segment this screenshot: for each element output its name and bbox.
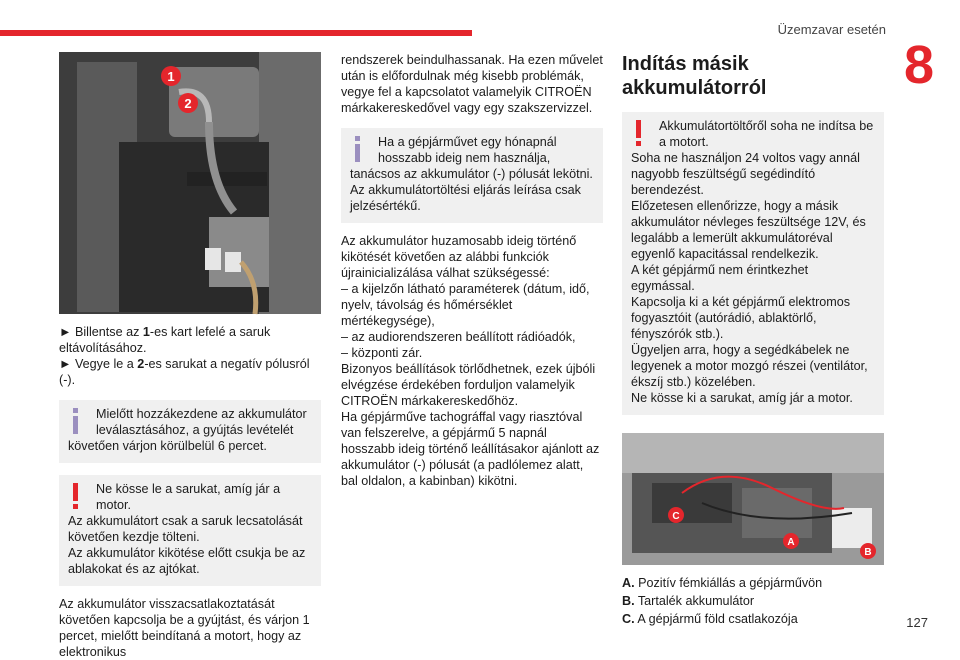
reinit-paragraph xyxy=(341,233,603,489)
step-text: -es sarukat a negatív pólusról (-). xyxy=(59,357,310,387)
photo-badge-b: B xyxy=(864,547,872,558)
info-text: Ha a gépjárművet egy hónapnál hosszabb ideig nem használja, tanácsos az akkumulátor (-) pólusát lekötni. xyxy=(350,135,593,181)
battery-terminal-photo xyxy=(59,52,321,314)
section-title: Üzemzavar esetén xyxy=(777,22,886,37)
warning-text: Soha ne használjon 24 voltos vagy annál nagyobb feszültségű segédindító berendezést. xyxy=(631,151,860,197)
photo-legend xyxy=(622,575,884,627)
warning-text: A két gépjármű nem érintkezhet egymással. xyxy=(631,263,809,293)
legend-key: C. xyxy=(622,612,635,626)
step-2 xyxy=(59,356,321,388)
reconnect-paragraph: Az akkumulátor visszacsatlakoztatását követően kapcsolja be a gyújtást, és várjon 1 percet, mielőtt beindítaná a motort, hogy az elektronikus xyxy=(59,597,310,659)
jump-start-illustration xyxy=(622,433,884,565)
warning-text: Az akkumulátort csak a saruk lecsatolását követően kezdje tölteni. xyxy=(68,514,303,544)
info-icon xyxy=(350,136,372,166)
legend-key: A. xyxy=(622,576,635,590)
step-bold: 1 xyxy=(142,325,150,339)
header-accent-bar xyxy=(0,30,472,36)
reinit-line: Bizonyos beállítások törlődhetnek, ezek újbóli elvégzése érdekében forduljon valamelyik CITROËN márkakereskedőhöz. xyxy=(341,362,596,408)
warning-text: Kapcsolja ki a két gépjármű elektromos fogyasztóit (autórádió, ablaktörlő, fényszórók stb.). xyxy=(631,295,851,341)
step-text: -es kart lefelé a saruk eltávolításához. xyxy=(59,325,271,355)
info-box xyxy=(59,400,321,463)
legend-text: A gépjármű föld csatlakozója xyxy=(637,612,798,626)
legend-text: Tartalék akkumulátor xyxy=(637,594,755,608)
reinit-line: – a kijelzőn látható paraméterek (dátum, idő, nyelv, távolság és hőmérséklet mértékegysége), xyxy=(341,282,590,328)
step-bullet: ► xyxy=(59,357,72,371)
step-1 xyxy=(59,324,321,356)
reinit-line: – az audiorendszeren beállított rádióadók, xyxy=(341,330,576,344)
reinit-line: – központi zár. xyxy=(341,346,423,360)
continued-paragraph: rendszerek beindulhassanak. Ha ezen művelet után is előfordulnak még kisebb problémák, vegye fel a kapcsolatot valamelyik CITROËN márkakereskedővel vagy egy szakszervizzel. xyxy=(341,53,603,115)
page-number: 127 xyxy=(906,615,928,630)
warning-box xyxy=(622,112,884,415)
warning-icon xyxy=(631,120,653,150)
column-2 xyxy=(341,52,603,489)
photo-badge-1: 1 xyxy=(167,69,175,84)
legend-item-b xyxy=(622,593,884,609)
warning-text: Ne kösse le a sarukat, amíg jár a motor. xyxy=(96,482,281,512)
warning-text: Akkumulátortöltőről soha ne indítsa be a motort. xyxy=(659,119,874,149)
warning-icon xyxy=(68,483,90,513)
photo-badge-a: A xyxy=(787,537,795,548)
warning-text: Ügyeljen arra, hogy a segédkábelek ne legyenek a motor mozgó részei (ventilátor, ékszíj stb.) közelében. xyxy=(631,343,868,389)
info-box xyxy=(341,128,603,223)
battery-terminal-illustration xyxy=(59,52,321,314)
step-bold: 2 xyxy=(137,357,145,371)
warning-text: Előzetesen ellenőrizze, hogy a másik akkumulátor névleges feszültsége 12V, és legalább a lemerült akkumulátoréval egyenlő kapacitással rendelkezik. xyxy=(631,199,866,261)
reinit-line: Az akkumulátor huzamosabb ideig történő kikötését követően az alábbi funkciók újrainicializálása válhat szükségessé: xyxy=(341,234,577,280)
photo-badge-2: 2 xyxy=(184,96,192,111)
info-text: Az akkumulátortöltési eljárás leírása csak jelzésértékű. xyxy=(350,183,581,213)
reinit-line: Ha gépjárműve tachográffal vagy riasztóval van felszerelve, a gépjármű 5 napnál hosszabb ideig történő leállításakor ajánlott az akkumulátor (-) pólusát (a padlólemez alatt, bal oldalon, a kabinban) kikötni. xyxy=(341,410,600,488)
warning-text: Ne kösse ki a sarukat, amíg jár a motor. xyxy=(631,391,853,405)
step-bullet: ► xyxy=(59,325,72,339)
column-3 xyxy=(622,52,884,627)
legend-text: Pozitív fémkiállás a gépjárművön xyxy=(638,576,823,590)
section-heading: Indítás másik akkumulátorról xyxy=(622,53,767,99)
legend-item-a xyxy=(622,575,884,591)
step-text: Billentse az xyxy=(74,325,143,339)
legend-item-c xyxy=(622,611,884,627)
photo-badge-c: C xyxy=(672,511,680,522)
step-text: Vegye le a xyxy=(74,357,138,371)
info-text: Mielőtt hozzákezdene az akkumulátor leválasztásához, a gyújtás levételét követően várjon körülbelül 6 percet. xyxy=(68,407,307,453)
warning-box xyxy=(59,475,321,586)
info-icon xyxy=(68,408,90,438)
warning-text: Az akkumulátor kikötése előtt csukja be az ablakokat és az ajtókat. xyxy=(68,546,306,576)
chapter-number: 8 xyxy=(903,35,934,95)
legend-key: B. xyxy=(622,594,635,608)
column-1 xyxy=(59,52,321,660)
jump-start-photo xyxy=(622,433,884,565)
